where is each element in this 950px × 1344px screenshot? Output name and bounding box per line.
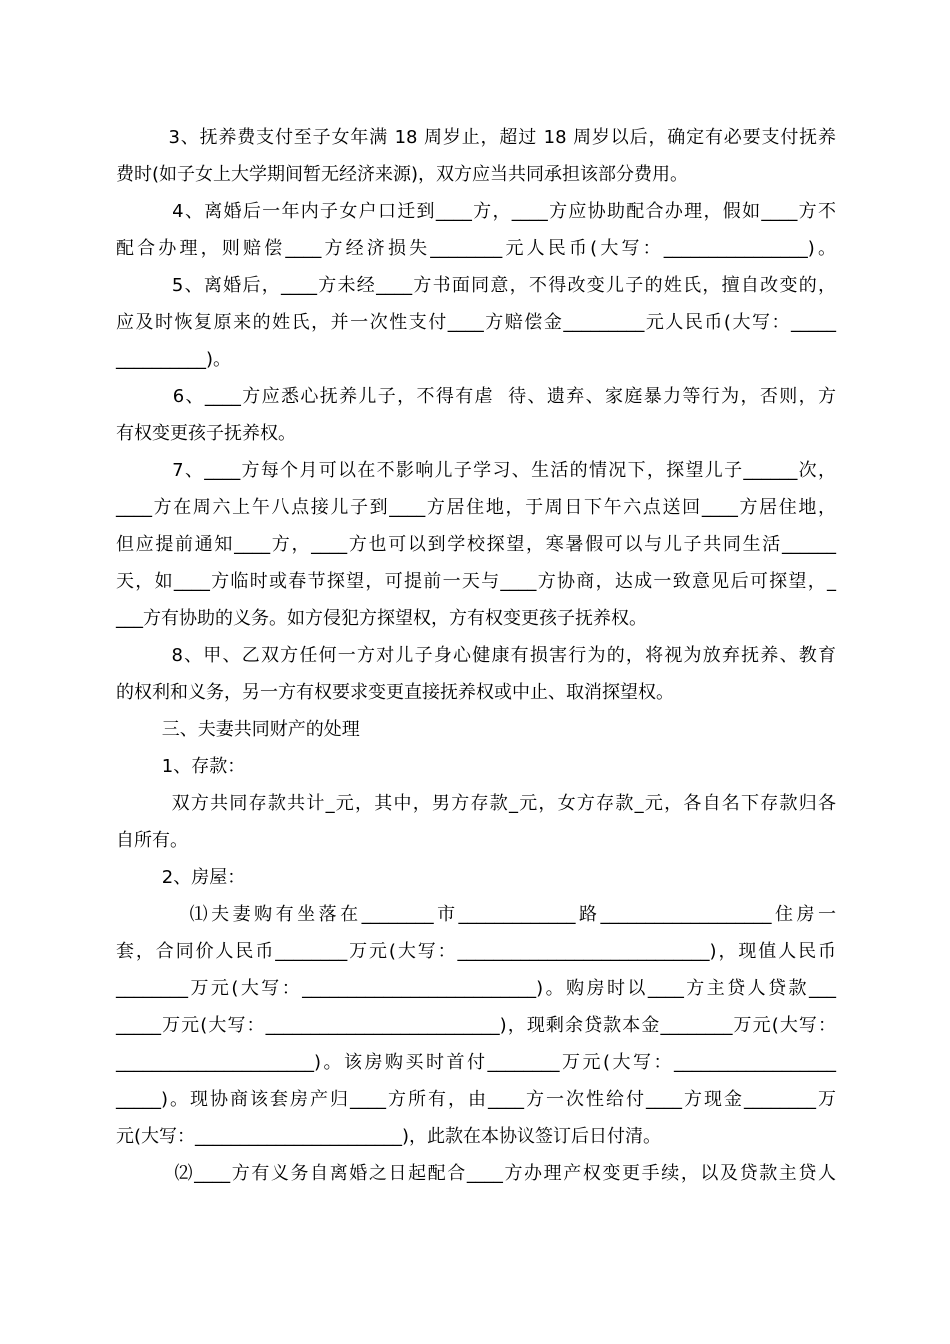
text-line: 双方共同存款共计_元，其中，男方存款_元，女方存款_元，各自名下存款归各 [116,793,836,814]
text-line: 6、____方应悉心抚养儿子，不得有虐 待、遗弃、家庭暴力等行为，否则，方 [116,386,836,407]
text-line: ⑵____方有义务自离婚之日起配合____方办理产权变更手续，以及贷款主贷人 [116,1163,836,1184]
text-line: ___方有协助的义务。如方侵犯方探望权，方有权变更孩子抚养权。 [116,608,647,629]
text-line: 应及时恢复原来的姓氏，并一次性支付____方赔偿金_________元人民币(大写：_____ [116,312,836,333]
text-line: _____)。现协商该套房产归____方所有，由____方一次性给付____方现金________万 [116,1089,836,1110]
text-line: 5、离婚后，____方未经____方书面同意，不得改变儿子的姓氏，擅自改变的， [116,275,836,296]
text-line: 2、房屋： [116,867,246,888]
text-line: ____方在周六上午八点接儿子到____方居住地，于周日下午六点送回____方居住地， [116,497,836,518]
text-line: 3、抚养费支付至子女年满 18 周岁止，超过 18 周岁以后，确定有必要支付抚养 [116,127,836,148]
text-line: 4、离婚后一年内子女户口迁到____方，____方应协助配合办理，假如____方不 [116,201,836,222]
section-heading: 三、夫妻共同财产的处理 [116,719,360,740]
text-line: 天，如____方临时或春节探望，可提前一天与____方协商，达成一致意见后可探望，_ [116,571,836,592]
text-line: ______________________)。该房购买时首付________万元(大写：__________________ [116,1052,836,1073]
text-line: 费时(如子女上大学期间暂无经济来源)，双方应当共同承担该部分费用。 [116,164,689,185]
text-line: 有权变更孩子抚养权。 [116,423,296,444]
text-line: 自所有。 [116,830,188,851]
text-line: 但应提前通知____方，____方也可以到学校探望，寒暑假可以与儿子共同生活______ [116,534,836,555]
text-line: 1、存款： [116,756,246,777]
text-line: 套，合同价人民币________万元(大写：____________________________)，现值人民币 [116,941,836,962]
text-line: 的权利和义务，另一方有权要求变更直接抚养权或中止、取消探望权。 [116,682,674,703]
text-line: 7、____方每个月可以在不影响儿子学习、生活的情况下，探望儿子______次， [116,460,836,481]
text-line: 8、甲、乙双方任何一方对儿子身心健康有损害行为的，将视为放弃抚养、教育 [116,645,836,666]
text-line: 配合办理，则赔偿____方经济损失________元人民币(大写：________________)。 [116,238,836,259]
text-line: _____万元(大写：__________________________)，现剩余贷款本金________万元(大写： [116,1015,836,1036]
text-line: 元(大写：_______________________)，此款在本协议签订后日付清。 [116,1126,662,1147]
text-line: ________万元(大写：__________________________)。购房时以____方主贷人贷款___ [116,978,836,999]
text-line: __________)。 [116,349,232,370]
text-line: ⑴夫妻购有坐落在________市_____________路___________________住房一 [116,904,836,925]
